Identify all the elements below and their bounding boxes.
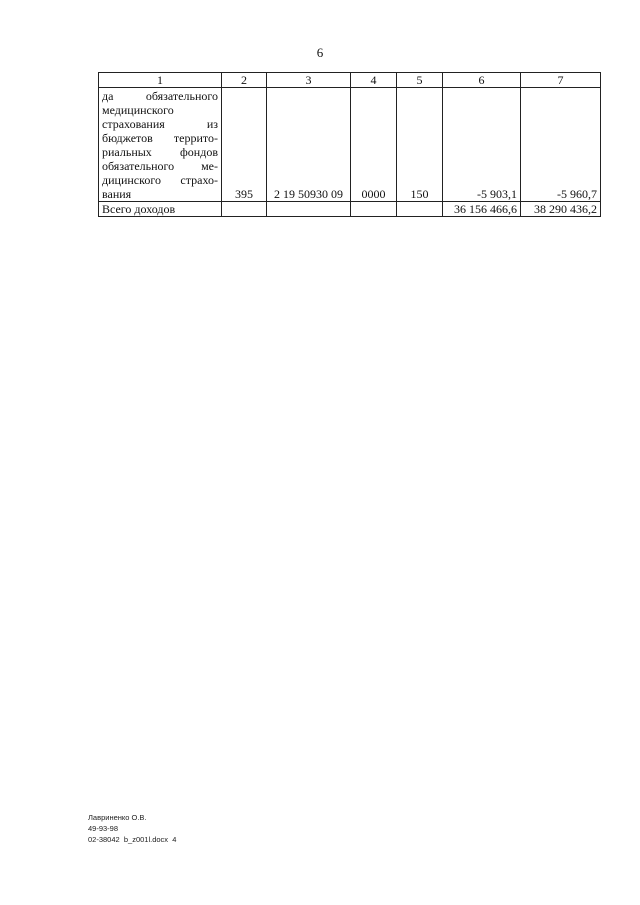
program-code-cell: 0000 [351,88,397,202]
column-header: 1 [99,73,222,88]
total-amount-col6: 36 156 466,6 [443,202,521,217]
description-line: дицинского страхо- [102,173,218,187]
column-header: 7 [521,73,601,88]
revenue-code-cell: 2 19 50930 09 [267,88,351,202]
description-line: страхования из [102,117,218,131]
column-header: 6 [443,73,521,88]
amount-cell-col6: -5 903,1 [443,88,521,202]
total-amount-col7: 38 290 436,2 [521,202,601,217]
document-reference: 02-38042 b_z001l.docx 4 [88,835,177,844]
description-line: вания [102,187,132,201]
column-header: 2 [222,73,267,88]
amount-cell-col7: -5 960,7 [521,88,601,202]
description-line: обязательного ме- [102,159,218,173]
row-description [99,88,222,202]
table-row [99,88,601,202]
document-footer [88,812,176,845]
admin-code-cell: 395 [222,88,267,202]
description-line: да обязательного [102,89,218,103]
column-numbers-row [99,73,601,88]
empty-cell [397,202,443,217]
column-header: 3 [267,73,351,88]
total-label: Всего доходов [99,202,222,217]
empty-cell [351,202,397,217]
author-name: Лавриненко О.В. [88,813,147,822]
revenue-table [98,72,601,217]
empty-cell [222,202,267,217]
column-header: 5 [397,73,443,88]
author-phone: 49-93-98 [88,824,119,833]
column-header: 4 [351,73,397,88]
classification-code-cell: 150 [397,88,443,202]
description-line: бюджетов террито- [102,131,218,145]
page-number: 6 [316,45,324,60]
description-line: риальных фондов [102,145,218,159]
empty-cell [267,202,351,217]
total-row [99,202,601,217]
description-line: медицинского [102,103,174,117]
